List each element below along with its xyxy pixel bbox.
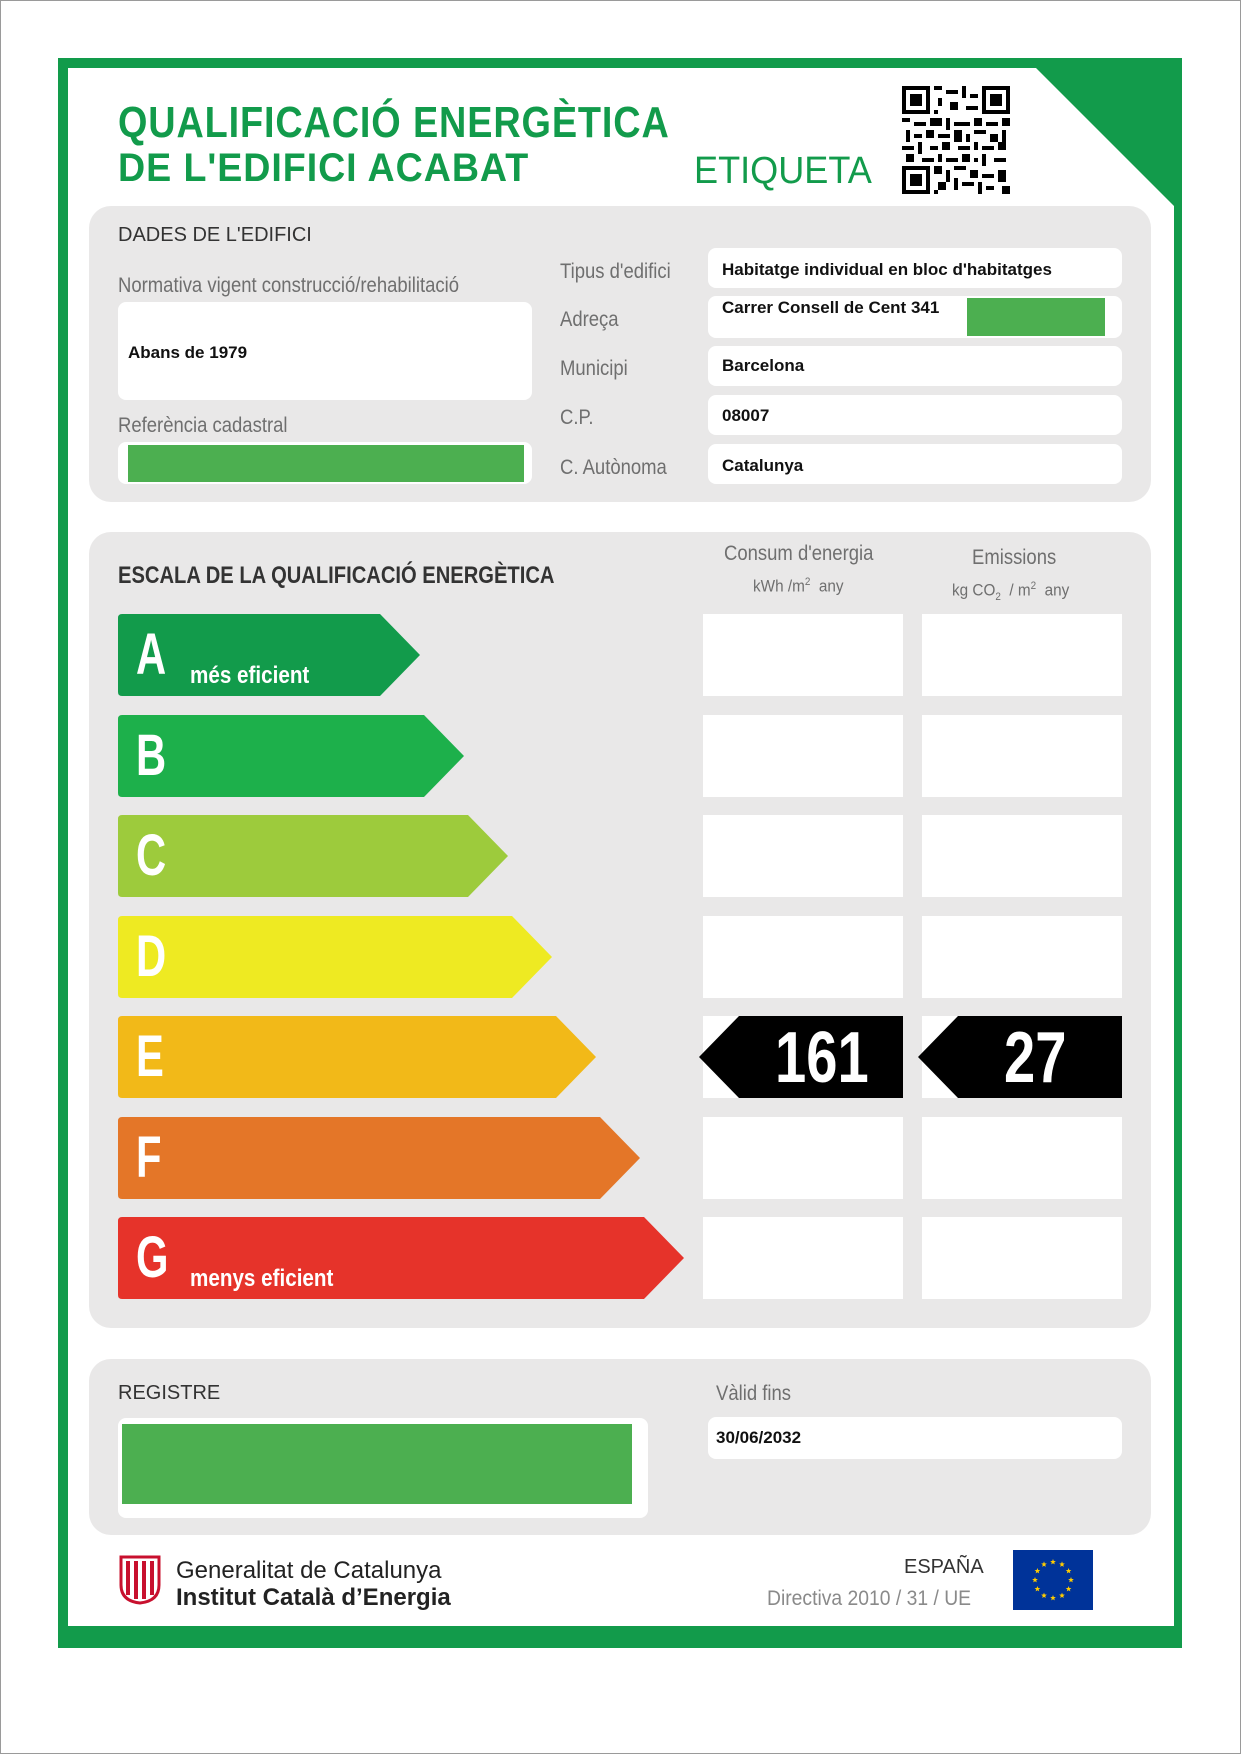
rating-sublabel-g: menys eficient [190,1265,334,1292]
cadastral-redaction [128,445,524,482]
scale-section-title: ESCALA DE LA QUALIFICACIÓ ENERGÈTICA [118,562,555,589]
adreca-value: Carrer Consell de Cent 341 [722,298,940,317]
rating-arrow-f [118,1117,644,1199]
consum-header: Consum d'energia [724,542,874,565]
etiqueta-label: ETIQUETA [694,150,872,192]
title-line-1: QUALIFICACIÓ ENERGÈTICA [118,98,670,147]
municipi-label: Municipi [560,357,628,380]
valid-value: 30/06/2032 [716,1428,802,1447]
emissions-cell-c [922,815,1122,897]
rating-letter-a: A [136,622,167,687]
emissions-cell-d [922,916,1122,998]
consum-cell-a [703,614,903,696]
emissions-unit [952,580,1069,603]
registre-label: REGISTRE [118,1382,221,1404]
rating-letter-g: G [136,1225,169,1290]
adreca-label: Adreça [560,308,619,331]
rating-arrow-e [118,1016,600,1098]
municipi-value: Barcelona [722,356,805,375]
cp-box [708,395,1122,435]
rating-letter-c: C [136,823,167,888]
valid-label: Vàlid fins [716,1382,791,1405]
corner-triangle [1030,62,1180,212]
tipus-label: Tipus d'edifici [560,260,671,283]
cadastral-label: Referència cadastral [118,414,288,437]
qr-code-icon [902,86,1010,194]
rating-letter-f: F [136,1125,162,1190]
consum-cell-c [703,815,903,897]
consum-unit-any: any [818,576,844,596]
org-line-1: Generalitat de Catalunya [176,1557,442,1584]
emis-unit-per: / m [1009,580,1031,600]
emissions-cell-g [922,1217,1122,1299]
cp-value: 08007 [722,406,770,425]
generalitat-logo-icon [119,1555,161,1605]
eu-flag-icon [1013,1550,1093,1610]
consum-unit-sup: 2 [804,576,811,588]
cp-label: C.P. [560,406,594,429]
consum-cell-f [703,1117,903,1199]
rating-letter-b: B [136,723,167,788]
consum-cell-g [703,1217,903,1299]
rating-arrow-b [118,715,468,797]
emis-unit-any: any [1044,580,1070,600]
emissions-header: Emissions [972,546,1057,569]
autonoma-label: C. Autònoma [560,456,667,479]
emis-unit-sub: 2 [995,591,1001,604]
normativa-label: Normativa vigent construcció/rehabilitació [118,274,460,297]
rating-letter-d: D [136,924,167,989]
emis-unit-text: kg CO [952,580,996,600]
emissions-rating-value: 27 [1004,1018,1067,1098]
consum-unit [753,576,844,597]
rating-letter-e: E [136,1024,164,1089]
rating-arrow-d [118,916,556,998]
country-label: ESPAÑA [904,1556,984,1578]
consum-cell-b [703,715,903,797]
title-line-2: DE L'EDIFICI ACABAT [118,146,530,190]
directive-label: Directiva 2010 / 31 / UE [767,1587,972,1610]
consum-cell-d [703,916,903,998]
consum-rating-value: 161 [775,1018,869,1098]
rating-arrow-c [118,815,512,897]
emissions-cell-a [922,614,1122,696]
autonoma-value: Catalunya [722,456,804,475]
tipus-value: Habitatge individual en bloc d'habitatges [722,260,1052,279]
building-section-title: DADES DE L'EDIFICI [118,224,312,246]
org-line-2: Institut Català d’Energia [176,1584,451,1611]
emissions-cell-b [922,715,1122,797]
emis-unit-sup: 2 [1030,580,1037,592]
registre-redaction [122,1424,632,1504]
rating-sublabel-a: més eficient [190,662,310,689]
consum-unit-text: kWh /m [753,576,805,596]
emissions-cell-f [922,1117,1122,1199]
normativa-value: Abans de 1979 [128,343,248,362]
adreca-redaction [967,298,1105,336]
